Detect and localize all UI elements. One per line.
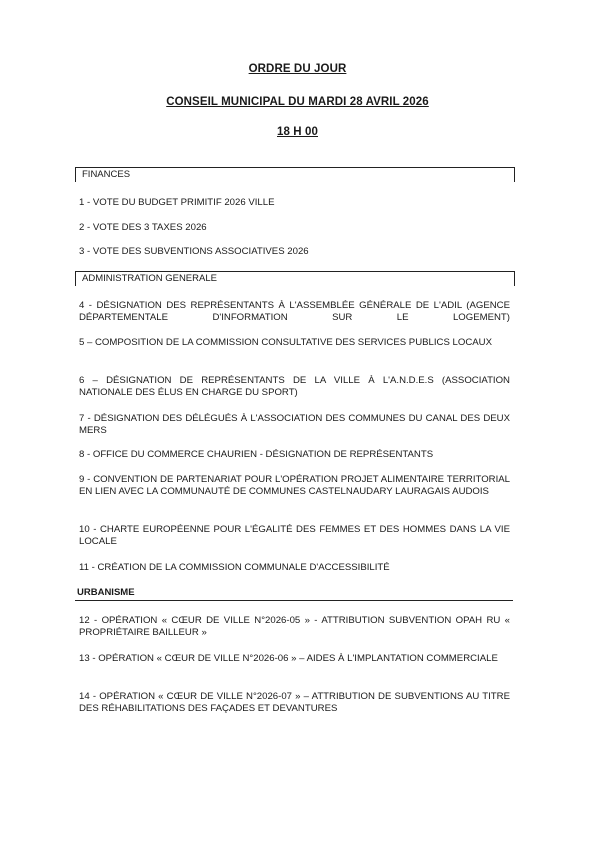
meeting-title: CONSEIL MUNICIPAL DU MARDI 28 AVRIL 2026 bbox=[166, 96, 429, 108]
agenda-item-2: 2 - VOTE DES 3 TAXES 2026 bbox=[79, 222, 207, 233]
agenda-item-10: 10 - CHARTE EUROPÉENNE POUR L'ÉGALITÉ DES FEMMES ET DES HOMMES DANS LA VIE LOCALE bbox=[79, 524, 510, 547]
section-label-urbanisme: URBANISME bbox=[77, 587, 135, 598]
agenda-item-3: 3 - VOTE DES SUBVENTIONS ASSOCIATIVES 2026 bbox=[79, 246, 309, 257]
agenda-item-5: 5 – COMPOSITION DE LA COMMISSION CONSULTATIVE DES SERVICES PUBLICS LOCAUX bbox=[79, 337, 492, 348]
section-label-administration: ADMINISTRATION GENERALE bbox=[82, 273, 217, 284]
section-header-administration bbox=[75, 271, 515, 286]
agenda-item-7: 7 - DÉSIGNATION DES DÉLÉGUÉS À L'ASSOCIATION DES COMMUNES DU CANAL DES DEUX MERS bbox=[79, 413, 510, 436]
agenda-item-8: 8 - OFFICE DU COMMERCE CHAURIEN - DÉSIGNATION DE REPRÉSENTANTS bbox=[79, 449, 434, 460]
agenda-item-4: 4 - DÉSIGNATION DES REPRÉSENTANTS À L'ASSEMBLÉE GÉNÉRALE DE L'ADIL (AGENCE DÉPARTEMENTALE D'INFORMATION SUR LE LOGEMENT) bbox=[79, 300, 510, 323]
section-header-finances bbox=[75, 167, 515, 182]
agenda-item-14: 14 - OPÉRATION « CŒUR DE VILLE N°2026-07 » – ATTRIBUTION DE SUBVENTIONS AU TITRE DES RÉHABILITATIONS DES FAÇADES ET DEVANTURES bbox=[79, 691, 510, 714]
section-label-finances: FINANCES bbox=[82, 169, 131, 180]
agenda-item-12: 12 - OPÉRATION « CŒUR DE VILLE N°2026-05 » - ATTRIBUTION SUBVENTION OPAH RU « PROPRIÉTAIRE BAILLEUR » bbox=[79, 615, 510, 638]
agenda-item-13: 13 - OPÉRATION « CŒUR DE VILLE N°2026-06 » – AIDES À L'IMPLANTATION COMMERCIALE bbox=[79, 653, 498, 664]
agenda-item-9: 9 - CONVENTION DE PARTENARIAT POUR L'OPÉRATION PROJET ALIMENTAIRE TERRITORIAL EN LIEN AVEC LA COMMUNAUTÉ DE COMMUNES CASTELNAUDARY LAURAGAIS AUDOIS bbox=[79, 474, 510, 497]
agenda-item-1: 1 - VOTE DU BUDGET PRIMITIF 2026 VILLE bbox=[79, 197, 275, 208]
agenda-item-6: 6 – DÉSIGNATION DE REPRÉSENTANTS DE LA VILLE À L'A.N.D.E.S (ASSOCIATION NATIONALE DES ÉLUS EN CHARGE DU SPORT) bbox=[79, 375, 510, 398]
agenda-item-11: 11 - CRÉATION DE LA COMMISSION COMMUNALE D'ACCESSIBILITÉ bbox=[79, 562, 390, 573]
page-title: ORDRE DU JOUR bbox=[248, 63, 347, 75]
meeting-time: 18 H 00 bbox=[277, 126, 318, 138]
section-header-urbanisme bbox=[75, 586, 513, 601]
